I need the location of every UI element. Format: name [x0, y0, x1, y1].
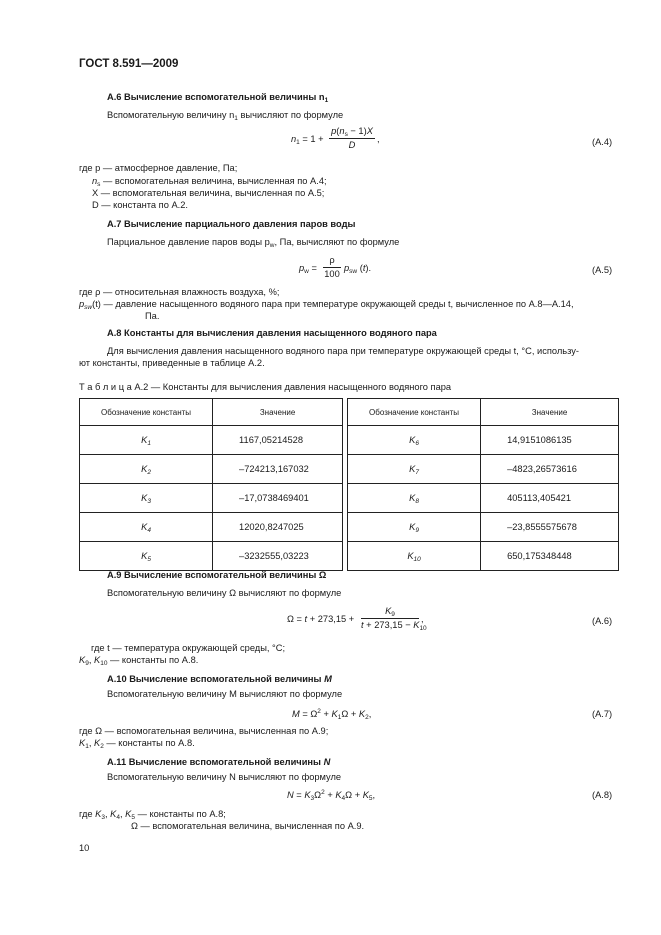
const-value: 650,175348448	[481, 542, 619, 571]
table-row	[80, 426, 619, 455]
table-header-row	[80, 399, 619, 426]
section-a6-intro: Вспомогательную величину $n_1$ вычисляют по формуле	[107, 110, 344, 122]
table-row	[80, 542, 619, 571]
col-header-const-2: Обозначение константы	[348, 399, 481, 426]
a8-line1: Для вычисления давления насыщенного водяного пара при температуре окружающей среды t, °С, использу-	[107, 346, 580, 356]
a11-def-omega: Ω — вспомогательная величина, вычисленная по А.9.	[131, 821, 365, 831]
a6-def-ns: $n_s$ — вспомогательная величина, вычисленная по А.4;	[92, 176, 327, 188]
section-a11-heading: А.11 Вычисление вспомогательной величины N	[107, 757, 331, 767]
section-a10-heading: А.10 Вычисление вспомогательной величины M	[107, 674, 332, 684]
const-value: 405113,405421	[481, 484, 619, 513]
section-a9-heading: А.9 Вычисление вспомогательной величины Ω	[107, 570, 327, 580]
section-a7-intro: Парциальное давление паров воды $p_w$, Па, вычисляют по формуле	[107, 237, 400, 249]
a10-def-omega: где Ω — вспомогательная величина, вычисленная по А.9;	[79, 726, 329, 736]
formula-a7: $M = \Omega^2 + K_1\Omega + K_2$,	[292, 708, 372, 721]
a6-def-x: X — вспомогательная величина, вычисленная по А.5;	[92, 188, 325, 198]
constants-table	[79, 398, 619, 571]
a10-def-k: $K_1$, $K_2$ — константы по А.8.	[79, 738, 195, 750]
const-name: $K_1$	[80, 426, 213, 455]
a6-def-p: где p — атмосферное давление, Па;	[79, 163, 238, 173]
const-value: –23,8555575678	[481, 513, 619, 542]
page-number: 10	[79, 843, 90, 853]
equation-label-a4: (А.4)	[592, 137, 613, 147]
col-header-value-1: Значение	[213, 399, 343, 426]
const-value: –724213,167032	[213, 455, 343, 484]
const-name: $K_9$	[348, 513, 481, 542]
a9-def-k: $K_9$, $K_{10}$ — константы по А.8.	[79, 655, 199, 667]
formula-a8: $N = K_3\Omega^2 + K_4\Omega + K_5$,	[287, 789, 376, 802]
const-name: $K_3$	[80, 484, 213, 513]
section-a6-heading: А.6 Вычисление вспомогательной величины $n_1$	[107, 92, 329, 104]
a11-def-k: где $K_3$, $K_4$, $K_5$ — константы по А.8;	[79, 809, 226, 821]
const-value: 14,9151086135	[481, 426, 619, 455]
a8-line2: ют константы, приведенные в таблице А.2.	[79, 358, 265, 368]
a7-def-psw-cont: Па.	[145, 311, 160, 321]
a9-def-t: где t — температура окружающей среды, °С;	[91, 643, 286, 653]
col-header-const-1: Обозначение константы	[80, 399, 213, 426]
a7-def-psw: $p_{sw}(t)$ — давление насыщенного водяного пара при температуре окружающей среды t, вычисленное по А.8—А.14,	[79, 299, 574, 311]
section-a11-intro: Вспомогательную величину N вычисляют по формуле	[107, 772, 342, 782]
equation-label-a6: (А.6)	[592, 616, 613, 626]
section-a10-intro: Вспомогательную величину M вычисляют по формуле	[107, 689, 343, 699]
const-value: 1167,05214528	[213, 426, 343, 455]
section-a8-heading: А.8 Константы для вычисления давления насыщенного водяного пара	[107, 328, 437, 338]
const-name: $K_6$	[348, 426, 481, 455]
col-header-value-2: Значение	[481, 399, 619, 426]
document-header: ГОСТ 8.591—2009	[79, 58, 179, 70]
section-a9-intro: Вспомогательную величину Ω вычисляют по формуле	[107, 588, 342, 598]
a7-def-rho: где ρ — относительная влажность воздуха, %;	[79, 287, 280, 297]
const-value: –3232555,03223	[213, 542, 343, 571]
const-name: $K_4$	[80, 513, 213, 542]
const-name: $K_5$	[80, 542, 213, 571]
equation-label-a7: (А.7)	[592, 709, 613, 719]
table-row	[80, 455, 619, 484]
a6-def-d: D — константа по А.2.	[92, 200, 188, 210]
table-caption: Т а б л и ц а А.2 — Константы для вычисления давления насыщенного водяного пара	[79, 382, 452, 392]
table-row	[80, 484, 619, 513]
const-name: $K_7$	[348, 455, 481, 484]
table-row	[80, 513, 619, 542]
equation-label-a8: (А.8)	[592, 790, 613, 800]
const-value: 12020,8247025	[213, 513, 343, 542]
equation-label-a5: (А.5)	[592, 265, 613, 275]
section-a7-heading: А.7 Вычисление парциального давления паров воды	[107, 219, 356, 229]
const-name: $K_2$	[80, 455, 213, 484]
const-value: –4823,26573616	[481, 455, 619, 484]
const-name: $K_{10}$	[348, 542, 481, 571]
const-value: –17,0738469401	[213, 484, 343, 513]
const-name: $K_8$	[348, 484, 481, 513]
